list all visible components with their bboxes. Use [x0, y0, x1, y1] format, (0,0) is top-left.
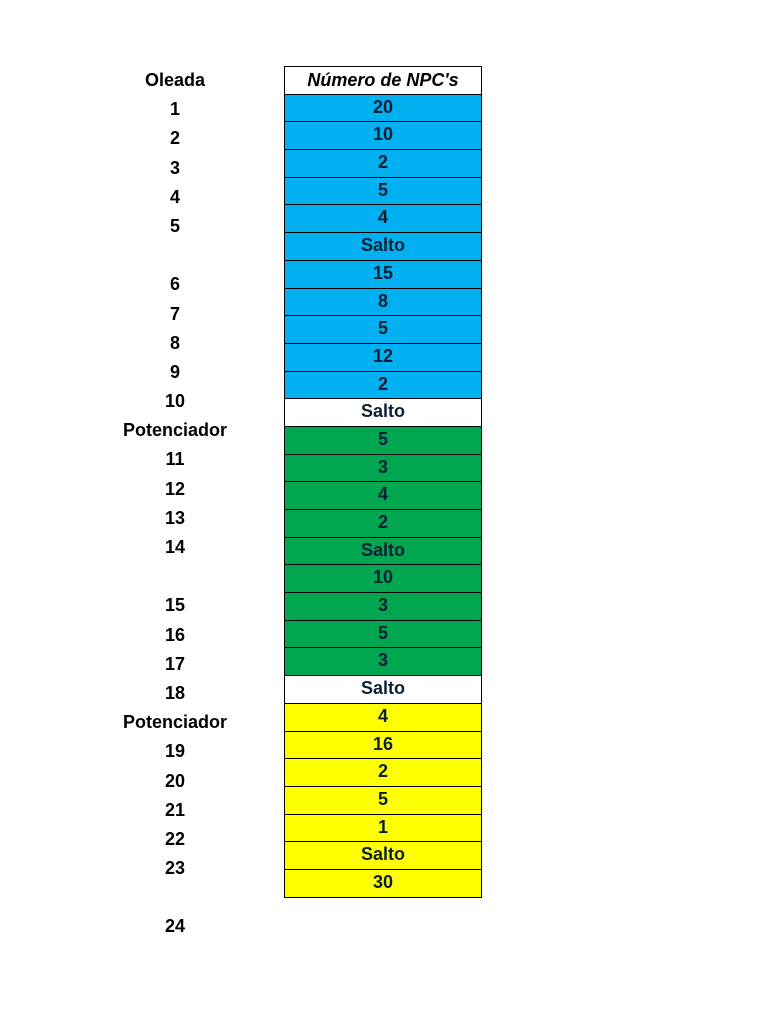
wave-label: 18: [164, 682, 186, 703]
npc-count-cell: 4: [284, 204, 482, 233]
wave-label: Potenciador: [122, 420, 228, 441]
wave-label: [100, 562, 250, 591]
npc-count-cell: 16: [284, 731, 482, 760]
wave-label: 7: [169, 303, 180, 324]
npc-count-cell: 5: [284, 620, 482, 649]
npc-count-cell: 5: [284, 786, 482, 815]
npc-count-cell: 10: [284, 564, 482, 593]
npc-count-cell: 8: [284, 288, 482, 317]
npc-count-cell: 2: [284, 758, 482, 787]
wave-label: 20: [164, 770, 186, 791]
wave-label: 21: [164, 799, 186, 820]
wave-label: 9: [169, 361, 180, 382]
npc-count-cell: Salto: [284, 537, 482, 566]
npc-count-cell: 10: [284, 121, 482, 150]
npc-count-cell: 15: [284, 260, 482, 289]
npc-count-cell: 5: [284, 426, 482, 455]
npc-count-cell: 12: [284, 343, 482, 372]
npc-count-cell: 20: [284, 94, 482, 123]
npc-count-cell: 3: [284, 592, 482, 621]
wave-label: 14: [164, 537, 186, 557]
npc-count-cell: 4: [284, 481, 482, 510]
npc-count-column-header: Número de NPC's: [284, 66, 482, 95]
npc-count-cell: Salto: [284, 398, 482, 427]
wave-label: 17: [164, 653, 186, 674]
wave-label: 5: [169, 215, 180, 236]
wave-label: 22: [164, 828, 186, 849]
wave-label: 6: [169, 274, 180, 295]
npc-count-cell: 5: [284, 177, 482, 206]
wave-label: 4: [169, 186, 180, 207]
wave-label: 12: [164, 478, 186, 499]
wave-label: 10: [164, 391, 186, 412]
npc-count-cell: 3: [284, 454, 482, 483]
npc-count-cell: 2: [284, 509, 482, 538]
wave-label: 13: [164, 507, 186, 528]
wave-label: 23: [164, 858, 186, 879]
npc-count-cell: 5: [284, 315, 482, 344]
npc-count-cell: 3: [284, 647, 482, 676]
npc-count-cell: 1: [284, 814, 482, 843]
wave-label: 15: [164, 595, 186, 616]
wave-label: 16: [164, 624, 186, 645]
npc-count-cell: Salto: [284, 675, 482, 704]
npc-count-column: [284, 66, 482, 898]
wave-label: 2: [169, 128, 180, 149]
npc-count-cell: Salto: [284, 232, 482, 261]
wave-label: [100, 241, 250, 270]
npc-count-cell: 2: [284, 149, 482, 178]
wave-label: 1: [169, 99, 180, 120]
wave-column-header: Oleada: [144, 70, 206, 90]
wave-label: 3: [169, 157, 180, 178]
wave-label: [100, 883, 250, 912]
wave-label: 19: [164, 741, 186, 762]
wave-label: 11: [165, 449, 185, 470]
npc-count-cell: 2: [284, 371, 482, 400]
wave-label: Potenciador: [122, 712, 228, 733]
npc-count-cell: 30: [284, 869, 482, 898]
wave-label: 8: [169, 332, 180, 353]
npc-count-cell: Salto: [284, 841, 482, 870]
npc-count-cell: 4: [284, 703, 482, 732]
wave-label: 24: [164, 916, 186, 937]
wave-label-column: [100, 66, 250, 942]
